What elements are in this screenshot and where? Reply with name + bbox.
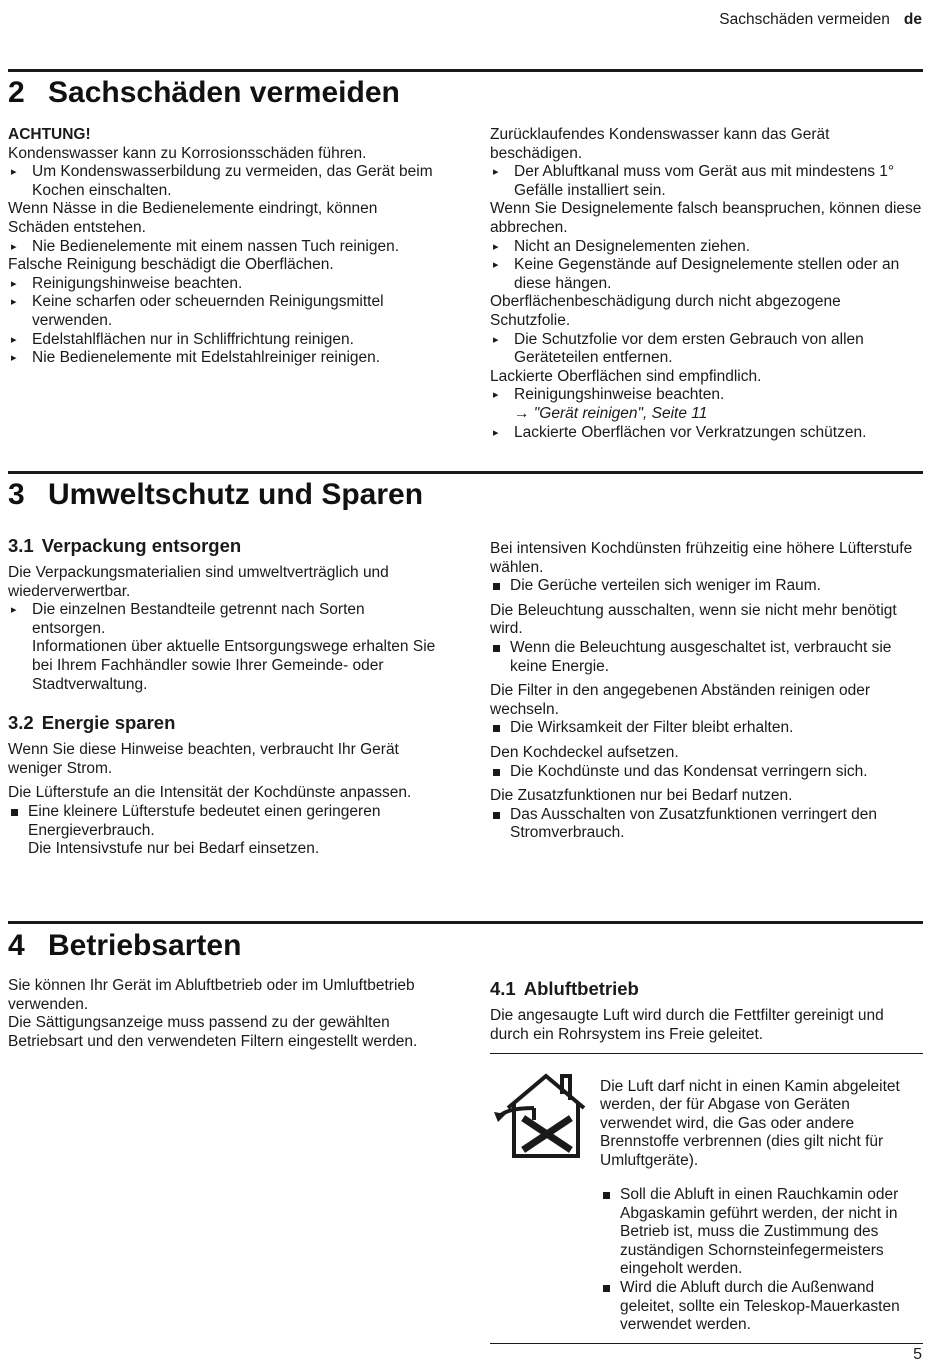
instruction-text: Reinigungshinweise beachten. <box>32 274 243 292</box>
triangle-bullet-icon: ▸ <box>493 166 499 179</box>
triangle-bullet-icon: ▸ <box>11 333 17 346</box>
list-item-text: Wenn die Beleuchtung ausgeschaltet ist, verbraucht sie keine Energie. <box>510 638 892 675</box>
paragraph: Wenn Nässe in die Bedienelemente eindringt, können Schäden entstehen. <box>8 200 378 236</box>
sec2-right-column <box>490 126 922 442</box>
section-rule <box>8 471 923 474</box>
instruction-text: Nicht an Designelementen ziehen. <box>514 237 751 255</box>
header-title: Sachschäden vermeiden <box>719 11 890 28</box>
running-header <box>719 11 922 30</box>
instruction-item <box>490 238 922 257</box>
instruction-item <box>490 331 922 368</box>
instruction-text: Keine Gegenstände auf Designelemente stellen oder an diese hängen. <box>514 256 900 292</box>
instruction-text: Lackierte Oberflächen vor Verkratzungen schützen. <box>514 423 867 441</box>
paragraph: Die Verpackungsmaterialien sind umweltverträglich und wiederverwertbar. <box>8 564 389 600</box>
paragraph: Die angesaugte Luft wird durch die Fettfilter gereinigt und durch ein Rohrsystem ins Freie geleitet. <box>490 1007 884 1043</box>
paragraph: Wenn Sie Designelemente falsch beanspruchen, können diese abbrechen. <box>490 200 922 236</box>
subsection-heading <box>8 535 440 557</box>
cross-reference-link[interactable]: → "Gerät reinigen", Seite 11 <box>514 404 708 422</box>
triangle-bullet-icon: ▸ <box>11 277 17 290</box>
list-item-text: Das Ausschalten von Zusatzfunktionen verringert den Stromverbrauch. <box>510 805 878 842</box>
triangle-bullet-icon: ▸ <box>11 166 17 179</box>
paragraph: Die Sättigungsanzeige muss passend zu der gewählten Betriebsart und den verwendeten Filtern eingestellt werden. <box>8 1014 418 1050</box>
triangle-bullet-icon: ▸ <box>493 389 499 402</box>
triangle-bullet-icon: ▸ <box>493 240 499 253</box>
section-rule <box>8 921 923 924</box>
instruction-item <box>8 349 440 368</box>
instruction-item <box>8 331 440 350</box>
sec4-right-column <box>490 978 922 1044</box>
instruction-text: Nie Bedienelemente mit einem nassen Tuch reinigen. <box>32 237 400 255</box>
paragraph: Oberflächenbeschädigung durch nicht abgezogene Schutzfolie. <box>490 293 841 329</box>
square-bullet-icon <box>603 1285 610 1292</box>
list-item <box>490 806 922 843</box>
paragraph: Die Filter in den angegebenen Abständen reinigen oder wechseln. <box>490 682 871 718</box>
instruction-item <box>8 601 440 638</box>
list-item <box>600 1279 923 1335</box>
subsection-heading <box>490 978 922 1000</box>
triangle-bullet-icon: ▸ <box>493 426 499 439</box>
instruction-text: Um Kondenswasserbildung zu vermeiden, das Gerät beim Kochen einschalten. <box>32 163 433 199</box>
no-chimney-exhaust-icon <box>492 1068 587 1163</box>
indented-paragraph: Informationen über aktuelle Entsorgungswege erhalten Sie bei Ihrem Fachhändler sowie Ihrer Gemeinde- oder Stadtverwaltung. <box>32 638 436 693</box>
instruction-item <box>490 256 922 293</box>
list-item <box>600 1186 923 1279</box>
indented-paragraph: Die Intensivstufe nur bei Bedarf einsetzen. <box>28 840 320 858</box>
instruction-item <box>8 275 440 294</box>
instruction-text: Nie Bedienelemente mit Edelstahlreiniger reinigen. <box>32 349 381 367</box>
triangle-bullet-icon: ▸ <box>11 352 17 365</box>
subsection-number: 3.2 <box>8 712 34 734</box>
warning-note-box <box>490 1053 923 1344</box>
subsection-title: Verpackung entsorgen <box>41 535 242 556</box>
subsection-title: Energie sparen <box>41 712 176 734</box>
list-item <box>490 763 922 782</box>
square-bullet-icon <box>493 769 500 776</box>
triangle-bullet-icon: ▸ <box>493 333 499 346</box>
list-item-text: Die Gerüche verteilen sich weniger im Raum. <box>510 577 821 595</box>
paragraph: Sie können Ihr Gerät im Abluftbetrieb oder im Umluftbetrieb verwenden. <box>8 977 415 1013</box>
paragraph: Kondenswasser kann zu Korrosionsschäden führen. <box>8 144 367 162</box>
instruction-item <box>8 238 440 257</box>
instruction-text: Reinigungshinweise beachten. <box>514 386 725 404</box>
triangle-bullet-icon: ▸ <box>11 604 17 617</box>
square-bullet-icon <box>493 583 500 590</box>
list-item <box>8 803 440 840</box>
square-bullet-icon <box>11 809 18 816</box>
subsection-number: 4.1 <box>490 978 516 999</box>
list-item-text: Soll die Abluft in einen Rauchkamin oder Abgaskamin geführt werden, der nicht in Betrieb ist, muss die Zustimmung des zuständigen Schornsteinfegermeisters eingeholt werden. <box>620 1185 899 1278</box>
section-3-heading: 3 Umweltschutz und Sparen <box>8 478 424 511</box>
list-item <box>490 719 922 738</box>
paragraph: Zurücklaufendes Kondenswasser kann das Gerät beschädigen. <box>490 126 830 162</box>
paragraph: Die Zusatzfunktionen nur bei Bedarf nutzen. <box>490 787 793 805</box>
section-rule <box>8 69 923 72</box>
instruction-item <box>8 163 440 200</box>
triangle-bullet-icon: ▸ <box>11 240 17 253</box>
instruction-item <box>490 386 922 405</box>
note-text <box>600 1078 923 1335</box>
triangle-bullet-icon: ▸ <box>493 259 499 272</box>
page-number: 5 <box>913 1346 922 1364</box>
paragraph: Die Beleuchtung ausschalten, wenn sie nicht mehr benötigt wird. <box>490 601 897 638</box>
instruction-item <box>8 293 440 330</box>
list-item-text: Wird die Abluft durch die Außenwand geleitet, sollte ein Teleskop-Mauerkasten verwendet werden. <box>620 1278 900 1334</box>
paragraph: Den Kochdeckel aufsetzen. <box>490 743 679 761</box>
sec4-left-column <box>8 977 440 1051</box>
instruction-item <box>490 163 922 200</box>
paragraph: Bei intensiven Kochdünsten frühzeitig eine höhere Lüfterstufe wählen. <box>490 540 913 576</box>
paragraph: Wenn Sie diese Hinweise beachten, verbraucht Ihr Gerät weniger Strom. <box>8 741 399 777</box>
caution-label: ACHTUNG! <box>8 126 91 143</box>
sec3-right-column <box>490 540 922 843</box>
sec2-left-column <box>8 126 440 368</box>
list-item <box>490 639 922 676</box>
sec3-left-column <box>8 535 440 859</box>
square-bullet-icon <box>603 1192 610 1199</box>
square-bullet-icon <box>493 645 500 652</box>
subsection-title: Abluftbetrieb <box>523 978 639 999</box>
list-item-text: Die Wirksamkeit der Filter bleibt erhalten. <box>510 719 794 737</box>
section-4-heading: 4 Betriebsarten <box>8 929 242 962</box>
language-code: de <box>903 11 922 28</box>
list-item-text: Die Kochdünste und das Kondensat verringern sich. <box>510 762 868 780</box>
list-item <box>490 577 922 596</box>
subsection-number: 3.1 <box>8 535 34 556</box>
instruction-item <box>490 424 922 443</box>
paragraph: Die Luft darf nicht in einen Kamin abgeleitet werden, der für Abgase von Geräten verwendet wird, die Gas oder andere Brennstoffe verbrennen (dies gilt nicht für Umluftgeräte). <box>600 1077 900 1169</box>
paragraph: Falsche Reinigung beschädigt die Oberflächen. <box>8 256 334 274</box>
paragraph: Die Lüfterstufe an die Intensität der Kochdünste anpassen. <box>8 784 412 802</box>
paragraph: Lackierte Oberflächen sind empfindlich. <box>490 367 762 385</box>
instruction-text: Der Abluftkanal muss vom Gerät aus mit mindestens 1° Gefälle installiert sein. <box>514 163 895 199</box>
subsection-heading <box>8 712 440 734</box>
triangle-bullet-icon: ▸ <box>11 296 17 309</box>
square-bullet-icon <box>493 725 500 732</box>
instruction-text: Edelstahlflächen nur in Schliffrichtung reinigen. <box>32 330 354 348</box>
instruction-text: Keine scharfen oder scheuernden Reinigungsmittel verwenden. <box>32 293 384 329</box>
instruction-text: Die einzelnen Bestandteile getrennt nach Sorten entsorgen. <box>32 601 365 637</box>
instruction-text: Die Schutzfolie vor dem ersten Gebrauch von allen Geräteteilen entfernen. <box>514 330 864 367</box>
list-item-text: Eine kleinere Lüfterstufe bedeutet einen geringeren Energieverbrauch. <box>28 802 381 839</box>
square-bullet-icon <box>493 812 500 819</box>
section-2-heading: 2 Sachschäden vermeiden <box>8 76 400 109</box>
